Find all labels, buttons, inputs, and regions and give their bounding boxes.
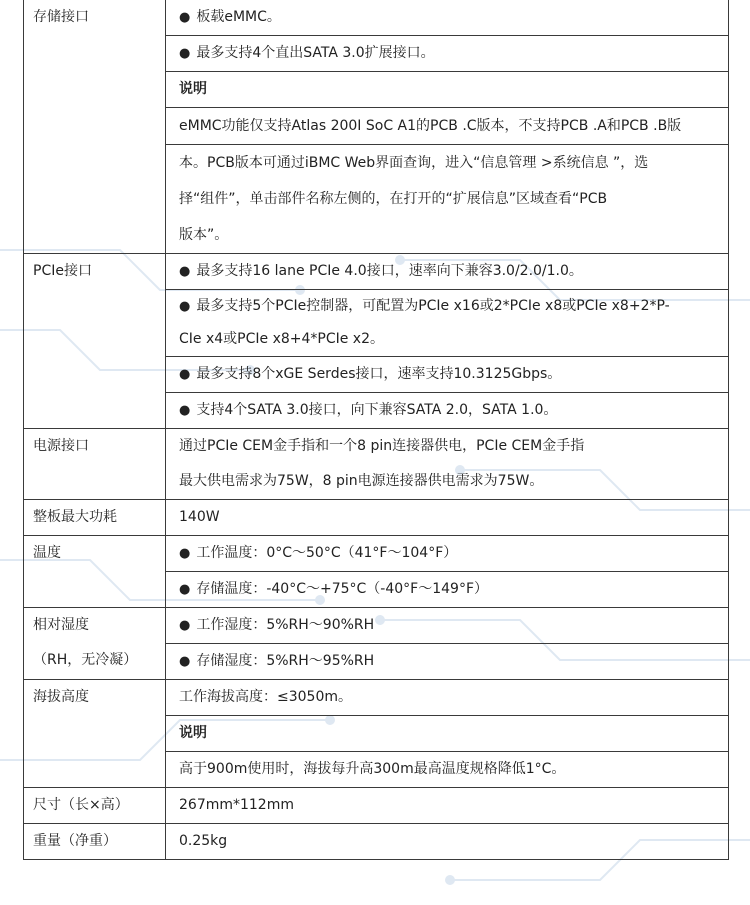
temperature-label: 温度 — [33, 545, 61, 561]
humidity-operating: ● 工作湿度：5%RH～90%RH — [166, 608, 729, 644]
row-label-dimensions — [24, 788, 166, 824]
storage-item-sata: ● 最多支持4个直出SATA 3.0扩展接口。 — [166, 36, 729, 72]
max-power-label: 整板最大功耗 — [33, 509, 117, 525]
max-power-value: 140W — [166, 500, 729, 536]
storage-item-emmc: ● 板载eMMC。 — [166, 0, 729, 36]
pcie-item-serdes: ● 最多支持8个xGE Serdes接口，速率支持10.3125Gbps。 — [166, 357, 729, 393]
altitude-value: 工作海拔高度：≤3050m。 — [166, 680, 729, 716]
altitude-note-title: 说明 — [166, 716, 729, 752]
storage-note-line-2: 本。PCB版本可通过iBMC Web界面查询，进入“信息管理 >系统信息 ”，选 — [179, 155, 649, 171]
weight-label: 重量（净重） — [33, 833, 117, 849]
storage-note-line-4: 版本”。 — [166, 217, 729, 254]
altitude-note: 高于900m使用时，海拔每升高300m最高温度规格降低1°C。 — [166, 752, 729, 788]
power-line-2: 最大供电需求为75W，8 pin电源连接器供电需求为75W。 — [179, 473, 544, 489]
weight-value: 0.25kg — [166, 824, 729, 860]
row-label-storage — [24, 0, 166, 254]
row-label-pcie — [24, 254, 166, 429]
row-label-humidity — [24, 608, 166, 680]
humidity-label: 相对湿度 — [33, 617, 89, 633]
row-label-weight — [24, 824, 166, 860]
storage-note-line-3: 择“组件”，单击部件名称左侧的，在打开的“扩展信息”区域查看“PCB — [179, 191, 608, 207]
storage-label: 存储接口 — [33, 9, 89, 25]
row-label-altitude — [24, 680, 166, 788]
row-label-power — [24, 429, 166, 500]
pcie-label: PCIe接口 — [33, 263, 92, 279]
pcie-item-controllers: ● 最多支持5个PCIe控制器，可配置为PCIe x16或2*PCIe x8或PCIe x8+2*P- — [166, 290, 728, 323]
storage-note-title: 说明 — [166, 72, 729, 108]
altitude-label: 海拔高度 — [33, 689, 89, 705]
humidity-label-note: （RH，无冷凝） — [33, 652, 138, 668]
humidity-storage: ● 存储湿度：5%RH～95%RH — [166, 644, 729, 680]
pcie-item-controllers-cont: CIe x4或PCIe x8+4*PCIe x2。 — [179, 331, 385, 347]
spec-table — [23, 0, 729, 860]
power-label: 电源接口 — [33, 438, 89, 454]
pcie-item-sata: ● 支持4个SATA 3.0接口，向下兼容SATA 2.0，SATA 1.0。 — [166, 393, 729, 429]
row-label-max-power — [24, 500, 166, 536]
dimensions-value: 267mm*112mm — [166, 788, 729, 824]
storage-note-line-1: eMMC功能仅支持Atlas 200I SoC A1的PCB .C版本，不支持PCB .A和PCB .B版 — [166, 108, 729, 145]
temperature-operating: ● 工作温度：0°C～50°C（41°F～104°F） — [166, 536, 729, 572]
pcie-item-lanes: ● 最多支持16 lane PCIe 4.0接口，速率向下兼容3.0/2.0/1.0。 — [166, 254, 729, 290]
temperature-storage: ● 存储温度：-40°C～+75°C（-40°F～149°F） — [166, 572, 729, 608]
power-line-1: 通过PCIe CEM金手指和一个8 pin连接器供电，PCIe CEM金手指 — [179, 438, 585, 454]
dimensions-label: 尺寸（长×高） — [33, 797, 129, 813]
row-label-temperature — [24, 536, 166, 608]
